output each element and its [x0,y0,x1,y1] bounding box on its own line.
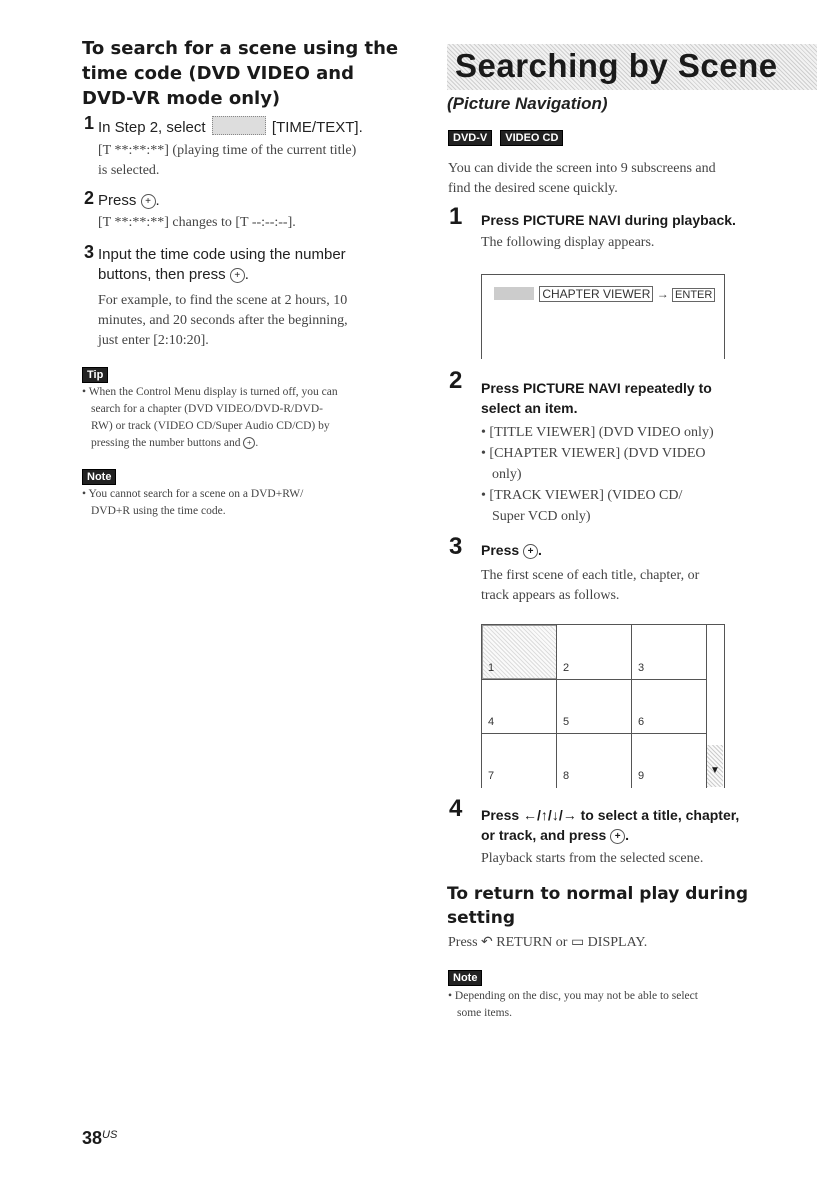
viewer-option-chapter-cont: only) [492,467,522,482]
left-step-1-text: In Step 2, select [98,119,206,136]
viewer-option-track: • [TRACK VIEWER] (VIDEO CD/ [481,485,714,506]
left-step-2-text: Press [98,192,137,209]
grid-cell-6: 6 [638,716,645,728]
right-step-4-title-1: Press ←/↑/↓/→ to select a title, chapter, [481,807,740,823]
right-step-1-title: Press PICTURE NAVI during playback. [481,212,736,228]
right-step-3-number: 3 [449,533,463,560]
scroll-down-icon: ▼ [710,765,720,776]
right-note-label: Note [448,970,482,986]
scene-grid [481,624,725,788]
right-step-3-detail-1: The first scene of each title, chapter, or [481,568,700,583]
right-note-line-1: • Depending on the disc, you may not be able to select [448,988,698,1005]
note-line-1: • You cannot search for a scene on a DVD+RW/ [82,486,303,503]
dvd-v-badge: DVD-V [448,130,492,146]
page-number: 38 [82,1128,103,1148]
right-step-4-number: 4 [449,795,463,822]
right-step-1-number: 1 [449,203,463,230]
time-text-icon [212,116,266,135]
return-heading-2: setting [447,908,515,928]
viewer-option-track-cont: Super VCD only) [492,509,591,524]
note-label: Note [82,469,116,485]
intro-line-2: find the desired scene quickly. [448,181,618,196]
video-cd-badge: VIDEO CD [500,130,563,146]
return-heading-1: To return to normal play during [447,884,749,904]
note-line-2: DVD+R using the time code. [91,505,226,517]
left-step-3-detail-1: For example, to find the scene at 2 hours, 10 [98,293,348,308]
right-step-3-title: Press [481,542,520,558]
right-step-2-title-1: Press PICTURE NAVI repeatedly to [481,380,712,396]
left-step-3-line-2: buttons, then press [98,266,226,283]
display-enter: ENTER [672,288,715,302]
tip-line-3: RW) or track (VIDEO CD/Super Audio CD/CD) by [91,420,330,432]
return-text: Press ↶ RETURN or ▭ DISPLAY. [448,935,648,950]
left-step-2-detail: [T **:**:**] changes to [T --:--:--]. [98,215,296,230]
page-suffix: US [102,1129,118,1141]
left-step-1-detail-2: is selected. [98,163,160,178]
viewer-option-title: • [TITLE VIEWER] (DVD VIDEO only) [481,422,714,443]
grid-cell-1: 1 [488,662,495,674]
right-step-4-detail: Playback starts from the selected scene. [481,851,704,866]
tip-label: Tip [82,367,108,383]
left-heading-line-2: time code (DVD VIDEO and [82,63,354,84]
grid-cell-9: 9 [638,770,645,782]
grid-cell-3: 3 [638,662,645,674]
grid-icon [494,287,534,300]
right-step-2-number: 2 [449,367,463,394]
left-step-1-detail-1: [T **:**:**] (playing time of the current title) [98,143,357,158]
tip-line-4: pressing the number buttons and [91,437,241,449]
enter-button-icon: + [610,829,625,844]
enter-button-icon: + [243,437,255,449]
enter-button-icon: + [141,194,156,209]
left-step-1-number: 1 [84,113,95,133]
enter-button-icon: + [523,544,538,559]
grid-cell-8: 8 [563,770,570,782]
left-step-3-detail-3: just enter [2:10:20]. [98,333,209,348]
grid-cell-5: 5 [563,716,570,728]
left-step-2-number: 2 [84,188,95,208]
left-heading-line-1: To search for a scene using the [82,38,399,59]
enter-button-icon: + [230,268,245,283]
right-step-3-detail-2: track appears as follows. [481,588,620,603]
grid-cell-7: 7 [488,770,495,782]
tip-line-2: search for a chapter (DVD VIDEO/DVD-R/DVD- [91,403,323,415]
left-step-3-number: 3 [84,242,95,262]
left-step-3-detail-2: minutes, and 20 seconds after the beginning, [98,313,348,328]
grid-cell-4: 4 [488,716,495,728]
arrow-right-icon: → [656,287,669,301]
left-heading-line-3: DVD-VR mode only) [82,88,281,109]
subtitle: (Picture Navigation) [447,94,608,113]
right-step-4-title-2: or track, and press [481,827,607,843]
tip-line-1: • When the Control Menu display is turned off, you can [82,384,338,401]
intro-line-1: You can divide the screen into 9 subscreens and [448,161,716,176]
right-step-1-detail: The following display appears. [481,235,655,250]
banner-title: Searching by Scene [455,47,778,84]
grid-cell-2: 2 [563,662,570,674]
display-chapter-viewer: CHAPTER VIEWER [539,286,653,302]
right-note-line-2: some items. [457,1007,512,1019]
viewer-option-chapter: • [CHAPTER VIEWER] (DVD VIDEO [481,443,714,464]
left-step-1-option: [TIME/TEXT]. [271,119,363,136]
right-step-2-title-2: select an item. [481,400,578,416]
left-step-3-line-1: Input the time code using the number [98,246,346,263]
